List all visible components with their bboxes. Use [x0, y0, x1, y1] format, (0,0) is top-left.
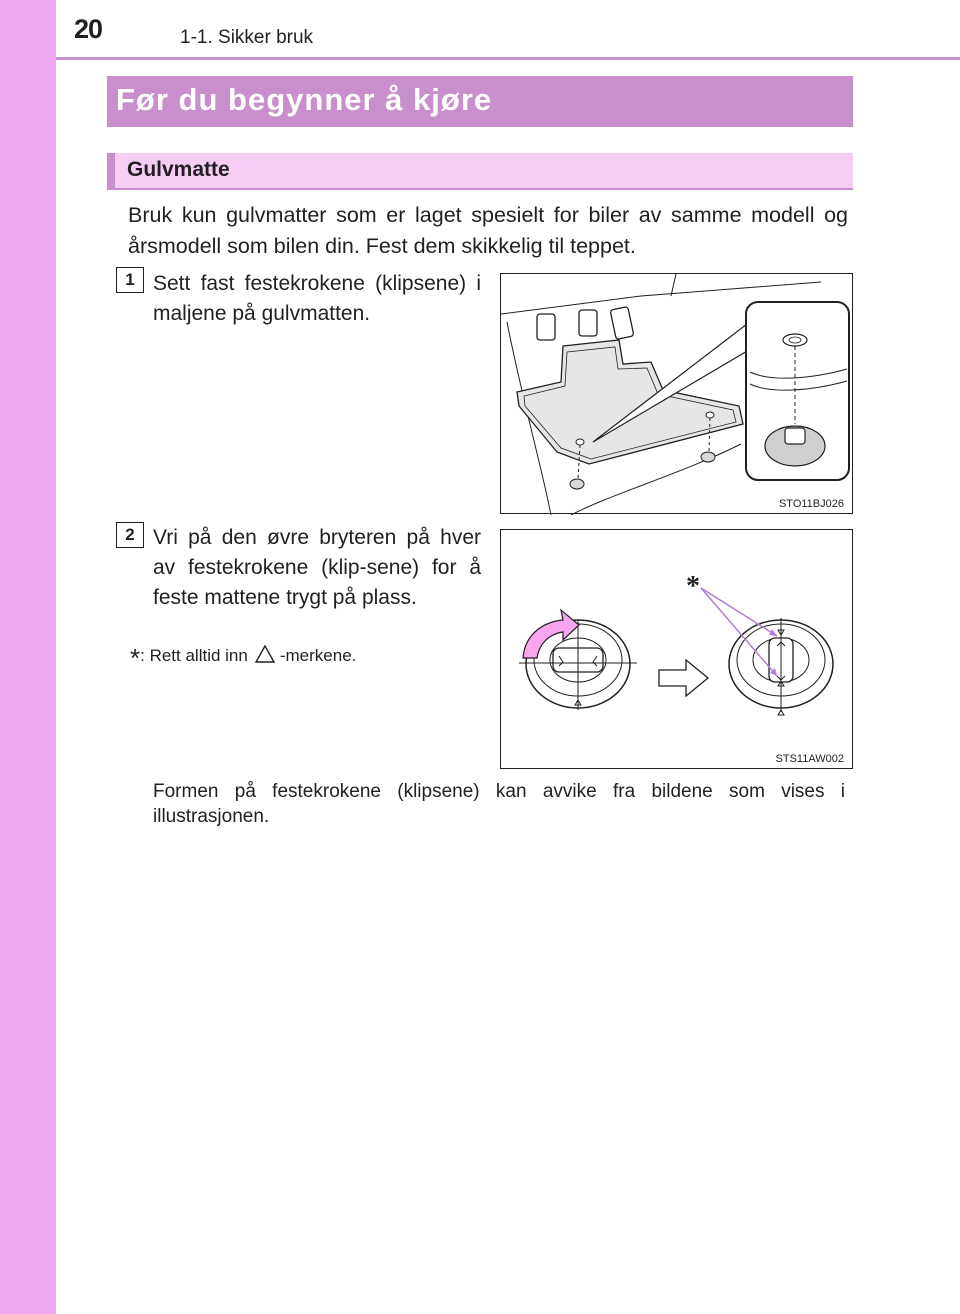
- step-1-text: Sett fast festekrokene (klipsene) i maljene på gulvmatten.: [153, 272, 481, 325]
- header-rule: [56, 57, 960, 60]
- note: [130, 643, 356, 674]
- note-text-after: -merkene.: [279, 646, 357, 665]
- subsection-accent: [107, 153, 115, 190]
- step-number-1: 1: [116, 267, 144, 293]
- note-text-before: : Rett alltid inn: [140, 646, 248, 665]
- figure-caption: Formen på festekrokene (klipsene) kan avvike fra bildene som vises i illustrasjonen.: [153, 781, 845, 827]
- figure-code-1: STO11BJ026: [778, 498, 844, 510]
- page-title: Før du begynner å kjøre: [116, 82, 493, 117]
- figure-hook-rotation: [500, 529, 853, 769]
- side-color-band: [0, 0, 56, 1314]
- figure-floor-mat: [500, 273, 853, 514]
- figure-code-2: STS11AW002: [775, 753, 844, 765]
- intro-paragraph: Bruk kun gulvmatter som er laget spesielt for biler av samme modell og årsmodell som bilen din. Fest dem skikkelig til teppet.: [128, 203, 848, 258]
- step-number-2: 2: [116, 522, 144, 548]
- note-asterisk: *: [130, 643, 141, 673]
- subsection-title: Gulvmatte: [127, 158, 230, 181]
- subsection-rule: [107, 188, 853, 190]
- hook-rotation-illustration: [501, 530, 854, 770]
- section-label: 1-1. Sikker bruk: [180, 27, 314, 48]
- step-2-text: Vri på den øvre bryteren på hver av festekrokene (klip-sene) for å feste mattene trygt på plass.: [153, 526, 481, 609]
- page-number: 20: [74, 14, 103, 44]
- floor-mat-illustration: [501, 274, 854, 515]
- figure-asterisk: *: [686, 571, 700, 602]
- triangle-mark-icon: [254, 644, 276, 664]
